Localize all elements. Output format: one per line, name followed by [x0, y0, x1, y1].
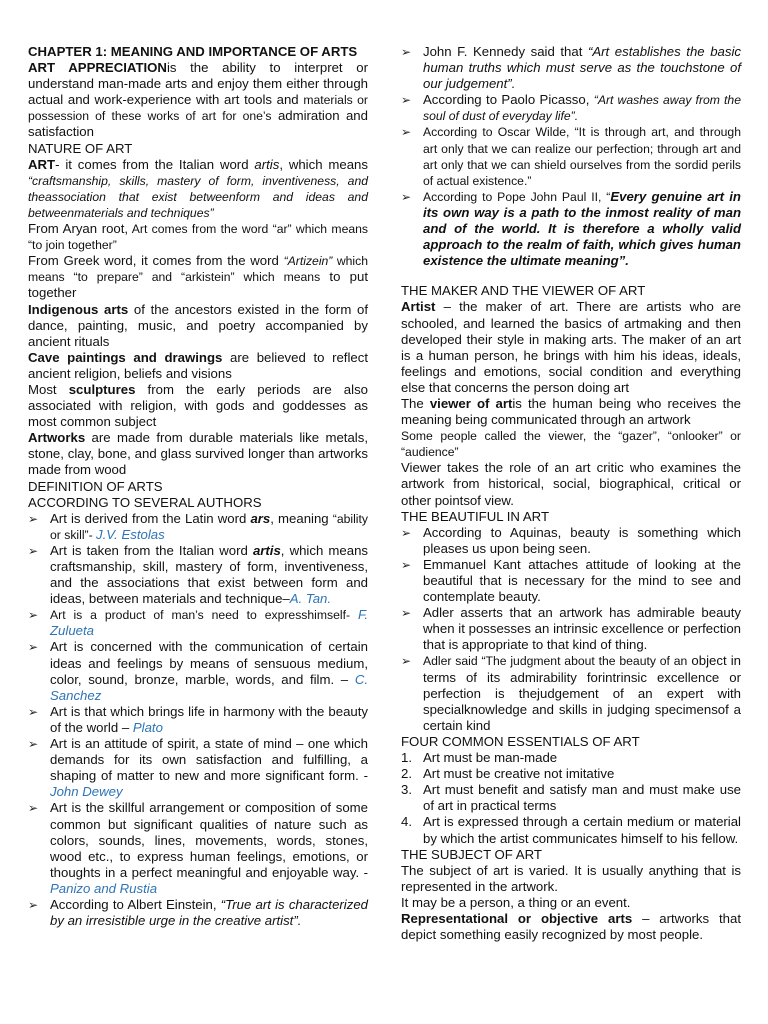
author-name: F. Zulueta — [50, 607, 368, 639]
author-name: Plato — [132, 719, 163, 735]
essentials-list — [401, 750, 741, 847]
list-item — [28, 607, 368, 639]
definition-text: are believed to reflect ancient religion, beliefs and visions — [28, 349, 368, 381]
cave-paintings — [28, 350, 368, 382]
subject-paragraph: It may be a person, a thing or an event. — [401, 894, 631, 910]
text: ➢ Emmanuel Kant attaches attitude of looking at the beautiful that is necessary for the mind to see and contemplate beauty. — [423, 556, 741, 605]
viewer-definition — [401, 396, 741, 428]
definition-text: admiration and satisfaction — [28, 108, 368, 140]
definition-text: from the early periods are also associated with religion, with gods and goddesses as most common subject — [28, 381, 368, 430]
aryan-root — [28, 221, 368, 253]
sculptures — [28, 382, 368, 430]
text: ➢ Adler asserts that an artwork has admirable beauty when it possesses an intrinsic excellence or perfection that is appropriate to that kind of thing. — [423, 605, 741, 653]
art-definition — [28, 157, 368, 221]
author-name: Panizo and Rustia — [50, 880, 158, 896]
quote-text: “Art washes away from the soul of dust of everyday life”. — [423, 93, 741, 124]
artist-definition — [401, 299, 741, 396]
representational-arts — [401, 911, 741, 943]
term-word: artis — [252, 542, 281, 558]
author-name: C. Sanchez — [50, 671, 368, 703]
text: Adler said “The judgment about the beauty of an — [423, 654, 688, 669]
maker-heading: THE MAKER AND THE VIEWER OF ART — [401, 283, 646, 299]
list-item — [28, 639, 368, 703]
list-number: 4. — [401, 814, 412, 830]
term: Artworks — [28, 430, 86, 446]
text: Art comes from the word “ar” which means “to join together” — [28, 222, 368, 253]
term: ART — [28, 156, 56, 172]
list-number: 1. — [401, 750, 412, 766]
subject-paragraph: The subject of art is varied. It is usually anything that is represented in the artwork. — [401, 862, 741, 894]
term: Indigenous arts — [28, 301, 129, 317]
term-word: “Artizein” — [283, 254, 333, 269]
definition-heading: DEFINITION OF ARTS — [28, 478, 163, 494]
greek-word — [28, 253, 368, 301]
definition-text: is the ability to interpret or understand man-made arts and enjoy them either through actual and work-experience with art tools and — [28, 60, 368, 108]
text: Art must be man-made — [423, 750, 558, 766]
list-item — [28, 736, 368, 800]
text: From Aryan root, — [28, 221, 129, 237]
definitions-list — [28, 511, 368, 929]
text: to put together — [28, 269, 368, 301]
definition-text: materials or possession of these works of art for one’s — [28, 93, 368, 124]
text: According to Paolo Picasso, — [423, 92, 594, 108]
text: According to Albert Einstein, — [50, 896, 221, 912]
text: According to Pope John Paul II, “ — [423, 189, 611, 204]
definition-text: are made from durable materials like metals, stone, clay, bone, and glass survived longer than artworks made from wood — [28, 430, 368, 478]
term: Representational or objective arts — [401, 910, 633, 926]
list-item — [28, 704, 368, 736]
text: “ability or skill”- — [50, 511, 368, 542]
text: Art is derived from the Latin word — [50, 510, 251, 526]
term-word: ars — [250, 510, 271, 526]
text: According to Oscar Wilde, “It is through art, and through art only that we can realize our perfection; through art and art only that we can shield ourselves from the sordid perils of actual existence.” — [423, 125, 741, 188]
text: Art must be creative not imitative — [423, 766, 615, 782]
text: , which means craftsmanship, skill, mastery of form, inventiveness, and the associations that exist between form and ideas, between materials and technique– — [50, 542, 368, 607]
list-item — [28, 897, 368, 929]
term: sculptures — [68, 381, 136, 397]
text: which means “to prepare” and “arkistein” which means — [28, 254, 369, 285]
author-name: J.V. Estolas — [96, 526, 165, 542]
text: Art is an attitude of spirit, a state of mind – one which demands for its own satisfaction and fulfilling, a shaping of matter to new and more significant form. - — [50, 736, 368, 784]
term: Artist — [401, 299, 436, 315]
list-number: 3. — [401, 782, 412, 798]
spacer — [401, 269, 741, 283]
text: Art is a product of man’s need to expresshimself- — [50, 608, 358, 623]
list-number: 2. — [401, 766, 412, 782]
list-item — [401, 814, 741, 846]
critic-text: Viewer takes the role of an art critic who examines the artwork from historical, social, biographical, critical or other pointsof view. — [401, 460, 741, 508]
beautiful-heading: THE BEAUTIFUL IN ART — [401, 508, 550, 524]
list-item — [401, 92, 741, 124]
essentials-heading: FOUR COMMON ESSENTIALS OF ART — [401, 733, 640, 749]
list-item — [401, 653, 741, 733]
text: Art is concerned with the communication of certain ideas and feelings by means of sensuous medium, color, sound, bronze, marble, words, and film. – — [50, 639, 368, 687]
list-item — [401, 525, 741, 557]
text: The — [401, 395, 430, 411]
list-item — [401, 189, 741, 269]
text: Art is expressed through a certain medium or material by which the artist communicates himself to his fellow. — [423, 814, 741, 846]
quote-text: Every genuine art in its own way is a path to the inmost reality of man and of the world. It is therefore a wholly valid approach to the realm of faith, which gives human existence the ultimate meaning”. — [423, 188, 741, 269]
list-item — [401, 557, 741, 605]
author-name: John Dewey — [50, 784, 123, 800]
term: ART APPRECIATION — [28, 60, 167, 76]
quote-text: “True art is characterized by an irresistible urge in the creative artist”. — [50, 896, 368, 929]
list-item — [28, 800, 368, 897]
term: Cave paintings and drawings — [28, 349, 223, 365]
beauty-list — [401, 525, 741, 734]
definition-text: - it comes from the Italian word — [55, 156, 255, 172]
text: From Greek word, it comes from the word — [28, 253, 284, 269]
author-name: A. Tan. — [289, 591, 332, 607]
quote-text: “craftsmanship, skills, mastery of form, inventiveness, and theassociation that exist betweenform and ideas and betweenmaterials and techniques” — [28, 173, 368, 220]
list-item — [28, 543, 368, 607]
gazer-text: Some people called the viewer, the “gazer”, “onlooker” or “audience” — [401, 429, 741, 460]
definition-text: of the ancestors existed in the form of dance, painting, music, and poetry accompanied by ancient rituals — [28, 301, 368, 349]
definition-text: – the maker of art. There are artists who are schooled, and learned the basics of artmaking and then developed their style in making arts. The maker of an art is a human person, he brings with him his ideas, ideals, feelings and emotions, social condition and everything else that concerns the person doing art — [401, 299, 741, 395]
list-item — [401, 782, 741, 814]
list-item — [401, 44, 741, 92]
text: Art is that which brings life in harmony with the beauty of the world – — [50, 703, 368, 735]
artworks — [28, 430, 368, 478]
definition-text: is the human being who receives the meaning being communicated through an artwork — [401, 395, 741, 428]
term: viewer of art — [429, 395, 513, 411]
text: Art is the skillful arrangement or composition of some common but significant qualities of nature such as colors, sounds, lines, movements, words, stones, wood etc., to express human feelings, emotions, or thoughts in a perfect meaningful and enjoyable way. - — [50, 800, 368, 880]
text: Art is taken from the Italian word — [50, 542, 253, 558]
text: , meaning — [270, 510, 329, 526]
text: ➢ According to Aquinas, beauty is something which pleases us upon being seen. — [423, 524, 741, 556]
text: John F. Kennedy said that — [423, 44, 588, 59]
list-item — [401, 124, 741, 188]
text: Art must benefit and satisfy man and must make use of art in practical terms — [423, 782, 741, 814]
list-item — [401, 766, 741, 782]
list-item — [28, 511, 368, 543]
left-column — [28, 44, 368, 929]
art-appreciation-definition — [28, 60, 368, 140]
definition-text: – artworks that depict something easily recognized by most people. — [401, 910, 741, 943]
nature-heading: NATURE OF ART — [28, 140, 133, 156]
list-item — [401, 750, 741, 766]
text: object in terms of its admirability forintrinsic excellence or perfection is thejudgement of an expert with specialknowledge and skills in judging specimensof a certain kind — [423, 653, 741, 733]
subject-heading: THE SUBJECT OF ART — [401, 846, 542, 862]
quote-text: “Art establishes the basic human truths which must serve as the touchstone of our judgement”. — [423, 44, 741, 92]
chapter-title: CHAPTER 1: MEANING AND IMPORTANCE OF ARTS — [28, 44, 358, 59]
right-column — [401, 44, 741, 943]
quotes-list — [401, 44, 741, 269]
authors-heading: ACCORDING TO SEVERAL AUTHORS — [28, 494, 262, 510]
text: Most — [28, 381, 69, 397]
indigenous-arts — [28, 302, 368, 350]
list-item — [401, 605, 741, 653]
term-word: artis — [254, 156, 280, 172]
definition-text: , which means — [279, 156, 368, 172]
